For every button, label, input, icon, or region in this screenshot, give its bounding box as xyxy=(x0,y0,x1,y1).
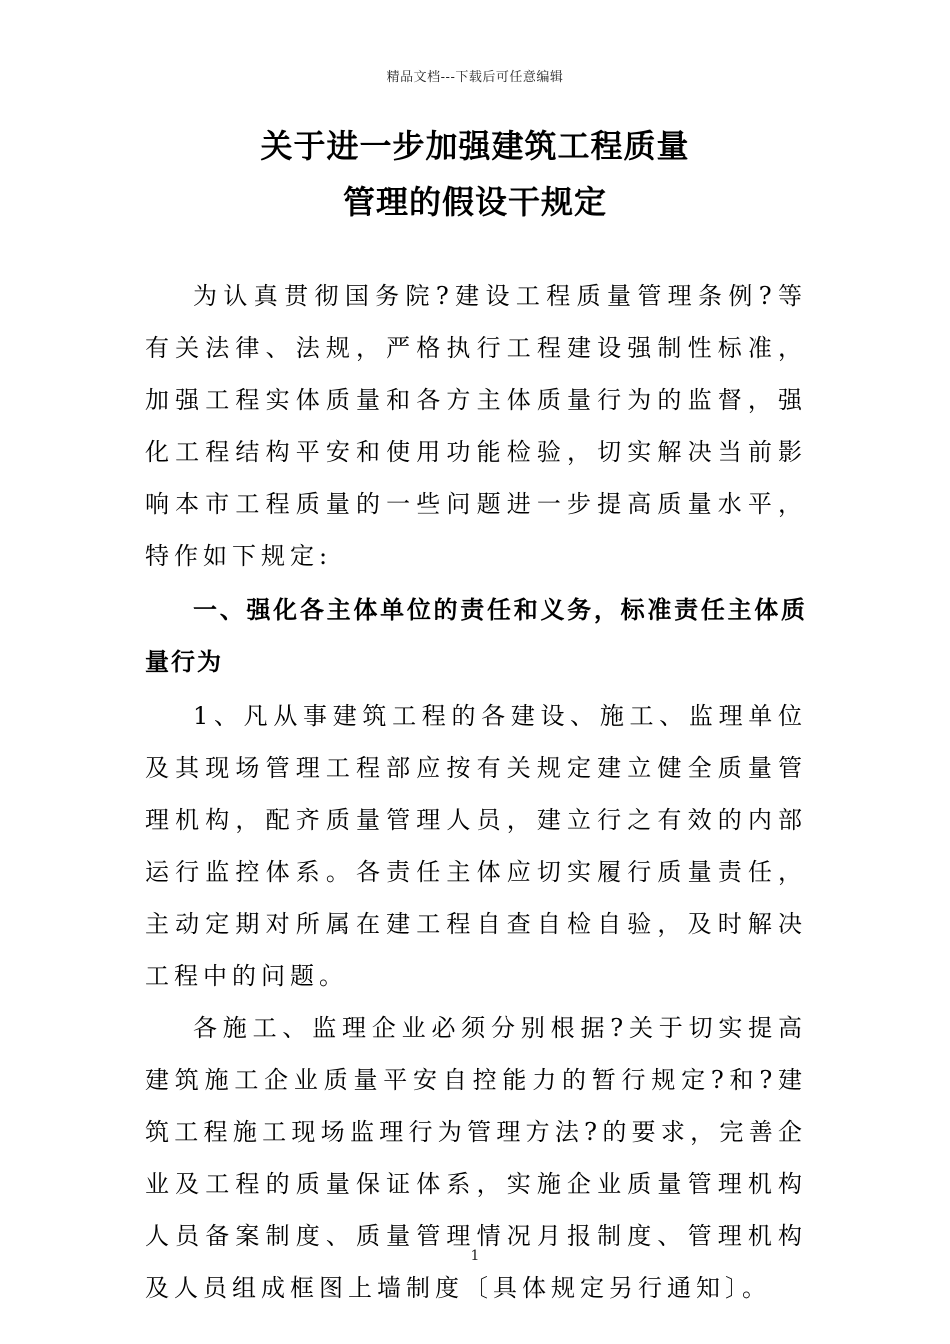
document-title xyxy=(0,118,950,230)
page-number: 1 xyxy=(470,1248,480,1264)
clause-1-paragraph: 1、凡从事建筑工程的各建设、施工、监理单位及其现场管理工程部应按有关规定建立健全质量管理机构，配齐质量管理人员，建立行之有效的内部运行监控体系。各责任主体应切实履行质量责任，主动定期对所属在建工程自查自检自验，及时解决工程中的问题。 xyxy=(145,702,807,990)
clause-1-continuation-paragraph: 各施工、监理企业必须分别根据?关于切实提高建筑施工企业质量平安自控能力的暂行规定?和?建筑工程施工现场监理行为管理方法?的要求，完善企业及工程的质量保证体系，实施企业质量管理机构人员备案制度、质量管理情况月报制度、管理机构及人员组成框图上墙制度〔具体规定另行通知〕。 xyxy=(145,1014,807,1302)
intro-paragraph: 为认真贯彻国务院?建设工程质量管理条例?等有关法律、法规，严格执行工程建设强制性标准，加强工程实体质量和各方主体质量行为的监督，强化工程结构平安和使用功能检验，切实解决当前影响本市工程质量的一些问题进一步提高质量水平，特作如下规定: xyxy=(145,282,807,570)
title-line-1: 关于进一步加强建筑工程质量 xyxy=(260,127,690,165)
section-heading: 一、强化各主体单位的责任和义务，标准责任主体质量行为 xyxy=(145,596,807,676)
title-line-2: 管理的假设干规定 xyxy=(342,183,607,221)
header-note: 精品文档---下载后可任意编辑 xyxy=(386,70,564,85)
document-body xyxy=(145,270,807,1314)
